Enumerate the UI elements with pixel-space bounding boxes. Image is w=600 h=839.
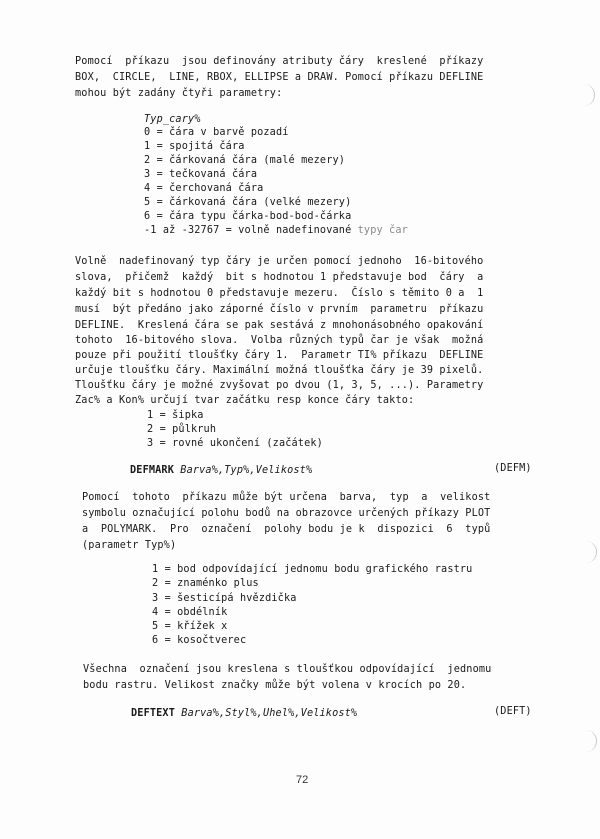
paragraph2-line: musí být předáno jako záporné číslo v prvním parametru příkazu — [75, 304, 484, 315]
line-type-param: Typ_cary% — [144, 114, 201, 125]
binder-hole-mark — [582, 730, 597, 752]
line-type-item-custom — [144, 224, 408, 238]
paragraph2-line: každý bit s hodnotou 0 představuje mezeru. Číslo s těmito 0 a 1 — [75, 288, 484, 299]
mark-type-item: 3 = šesticípá hvězdička — [152, 593, 297, 604]
intro-line-3: mohou být zadány čtyři parametry: — [75, 88, 283, 99]
line-type-item: 2 = čárkovaná čára (malé mezery) — [144, 155, 346, 166]
binder-hole-mark — [582, 541, 597, 563]
line-type-item: 4 = čerchovaná čára — [144, 183, 264, 194]
line-type-custom-faded: typy čar — [351, 225, 408, 236]
end-type-item: 3 = rovné ukončení (začátek) — [147, 438, 323, 449]
paragraph2-line: DEFLINE. Kreslená čára se pak sestává z mnohonásobného opakování — [75, 320, 484, 331]
defmark-abbrev: (DEFM) — [494, 463, 532, 474]
mark-type-item: 2 = znaménko plus — [152, 578, 259, 589]
line-type-item: 0 = čára v barvě pozadí — [144, 127, 289, 138]
paragraph2-line: určuje tloušťku čáry. Maximální možná tloušťka čáry je 39 pixelů. — [75, 365, 484, 376]
paragraph2-line: Tloušťku čáry je možné zvyšovat po dvou (1, 3, 5, ...). Parametry — [75, 380, 484, 391]
line-type-item: 3 = tečkovaná čára — [144, 169, 258, 180]
intro-line-2: BOX, CIRCLE, LINE, RBOX, ELLIPSE a DRAW. Pomocí příkazu DEFLINE — [75, 72, 484, 83]
end-type-item: 1 = šipka — [147, 410, 204, 421]
mark-type-item: 1 = bod odpovídající jednomu bodu grafického rastru — [152, 564, 473, 575]
defmark-params: Barva%,Typ%,Velikost% — [180, 465, 313, 476]
paragraph3-line: a POLYMARK. Pro označení polohy bodu je k dispozici 6 typů — [82, 524, 491, 535]
deftext-params: Barva%,Styl%,Uhel%,Velikost% — [181, 708, 358, 719]
line-type-item: 6 = čára typu čárka-bod-bod-čárka — [144, 211, 352, 222]
line-type-item: 5 = čárkovaná čára (velké mezery) — [144, 197, 352, 208]
paragraph2-line: Zac% a Kon% určují tvar začátku resp konce čáry takto: — [75, 395, 415, 406]
paragraph2-line: tohoto 16-bitového slova. Volba různých typů čar je však možná — [75, 335, 484, 346]
line-type-custom-main: -1 až -32767 = volně nadefinované — [144, 225, 352, 236]
mark-type-item: 4 = obdélník — [152, 607, 228, 618]
deftext-heading — [131, 707, 357, 721]
deftext-abbrev: (DEFT) — [494, 706, 532, 717]
paragraph4-line: Všechna označení jsou kreslena s tloušťkou odpovídající jednomu — [83, 664, 492, 675]
paragraph3-line: Pomocí tohoto příkazu může být určena barva, typ a velikost — [82, 492, 491, 503]
line-type-item: 1 = spojitá čára — [144, 141, 245, 152]
end-type-item: 2 = půlkruh — [147, 424, 217, 435]
defmark-command: DEFMARK — [130, 465, 174, 476]
paragraph3-line: (parametr Typ%) — [82, 540, 177, 551]
paragraph2-line: slova, přičemž každý bit s hodnotou 1 představuje bod čáry a — [75, 272, 484, 283]
intro-line-1: Pomocí příkazu jsou definovány atributy čáry kreslené příkazy — [75, 56, 484, 67]
paragraph2-line: pouze při použití tloušťky čáry 1. Parametr TI% příkazu DEFLINE — [75, 350, 484, 361]
mark-type-item: 6 = kosočtverec — [152, 635, 247, 646]
page-number: 72 — [296, 774, 309, 786]
paragraph3-line: symbolu označující polohu bodů na obrazovce určených příkazy PLOT — [82, 508, 491, 519]
deftext-command: DEFTEXT — [131, 708, 175, 719]
mark-type-item: 5 = křížek x — [152, 621, 228, 632]
defmark-heading — [130, 464, 312, 478]
paragraph2-line: Volně nadefinovaný typ čáry je určen pomocí jednoho 16-bitového — [75, 256, 484, 267]
binder-hole-mark — [580, 84, 595, 106]
paragraph4-line: bodu rastru. Velikost značky může být volena v krocích po 20. — [83, 680, 467, 691]
